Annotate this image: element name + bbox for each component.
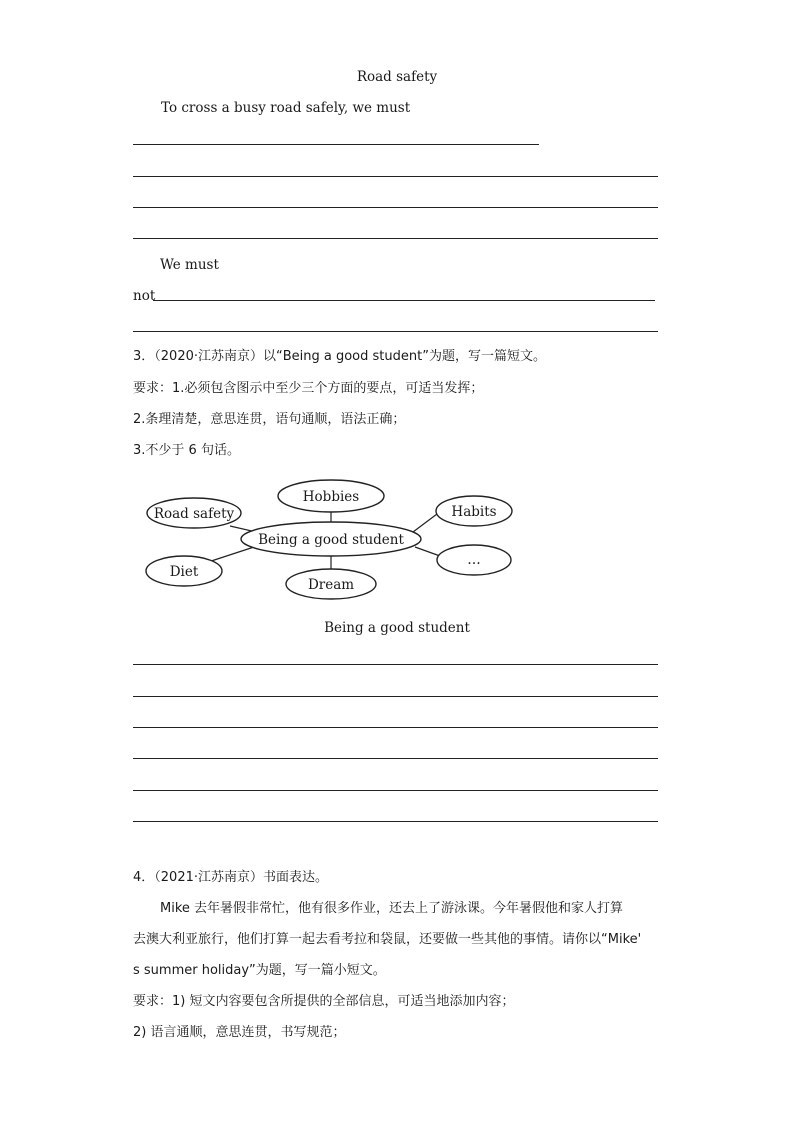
answer-line[interactable] (133, 758, 658, 759)
diagram-caption: Being a good student (324, 620, 470, 636)
question4-requirement-2: 2) 语言通顺，意思连贯，书写规范； (133, 1025, 346, 1040)
answer-line[interactable] (133, 696, 658, 697)
node-habits: Habits (451, 504, 497, 520)
node-dream: Dream (307, 577, 355, 593)
node-more: … (467, 552, 481, 568)
question3-requirement-2: 2.条理清楚，意思连贯，语句通顺，语法正确； (133, 412, 406, 427)
answer-line[interactable] (133, 664, 658, 665)
road-safety-prompt-2: We must (160, 257, 219, 273)
question4-paragraph-line-2: 去澳大利亚旅行，他们打算一起去看考拉和袋鼠，还要做一些其他的事情。请你以“Mike' (133, 932, 642, 947)
road-safety-prompt-1: To cross a busy road safely, we must (161, 100, 411, 116)
question4-paragraph-line-3: s summer holiday”为题，写一篇小短文。 (133, 963, 386, 978)
node-hobbies: Hobbies (302, 489, 360, 505)
answer-line[interactable] (133, 790, 658, 791)
question4-requirement-1: 要求：1) 短文内容要包含所提供的全部信息，可适当地添加内容； (133, 994, 515, 1009)
question3-requirement-1: 要求：1.必须包含图示中至少三个方面的要点，可适当发挥； (133, 381, 484, 396)
connector-more (415, 547, 440, 556)
road-safety-prompt-3: not (133, 288, 156, 304)
answer-line[interactable] (133, 727, 658, 728)
question4-paragraph-line-1: Mike 去年暑假非常忙，他有很多作业，还去上了游泳课。今年暑假他和家人打算 (160, 901, 624, 916)
question3-requirement-3: 3.不少于 6 句话。 (133, 443, 240, 458)
question4-heading: 4．（2021·江苏南京）书面表达。 (133, 870, 328, 885)
node-center: Being a good student (258, 532, 404, 548)
question3-heading: 3．（2020·江苏南京）以“Being a good student”为题，写一篇短文。 (133, 349, 546, 364)
road-safety-title: Road safety (356, 69, 438, 85)
node-diet: Diet (169, 564, 199, 580)
answer-line[interactable] (133, 821, 658, 822)
node-road-safety: Road safety (153, 506, 235, 522)
connector-habits (413, 514, 437, 532)
